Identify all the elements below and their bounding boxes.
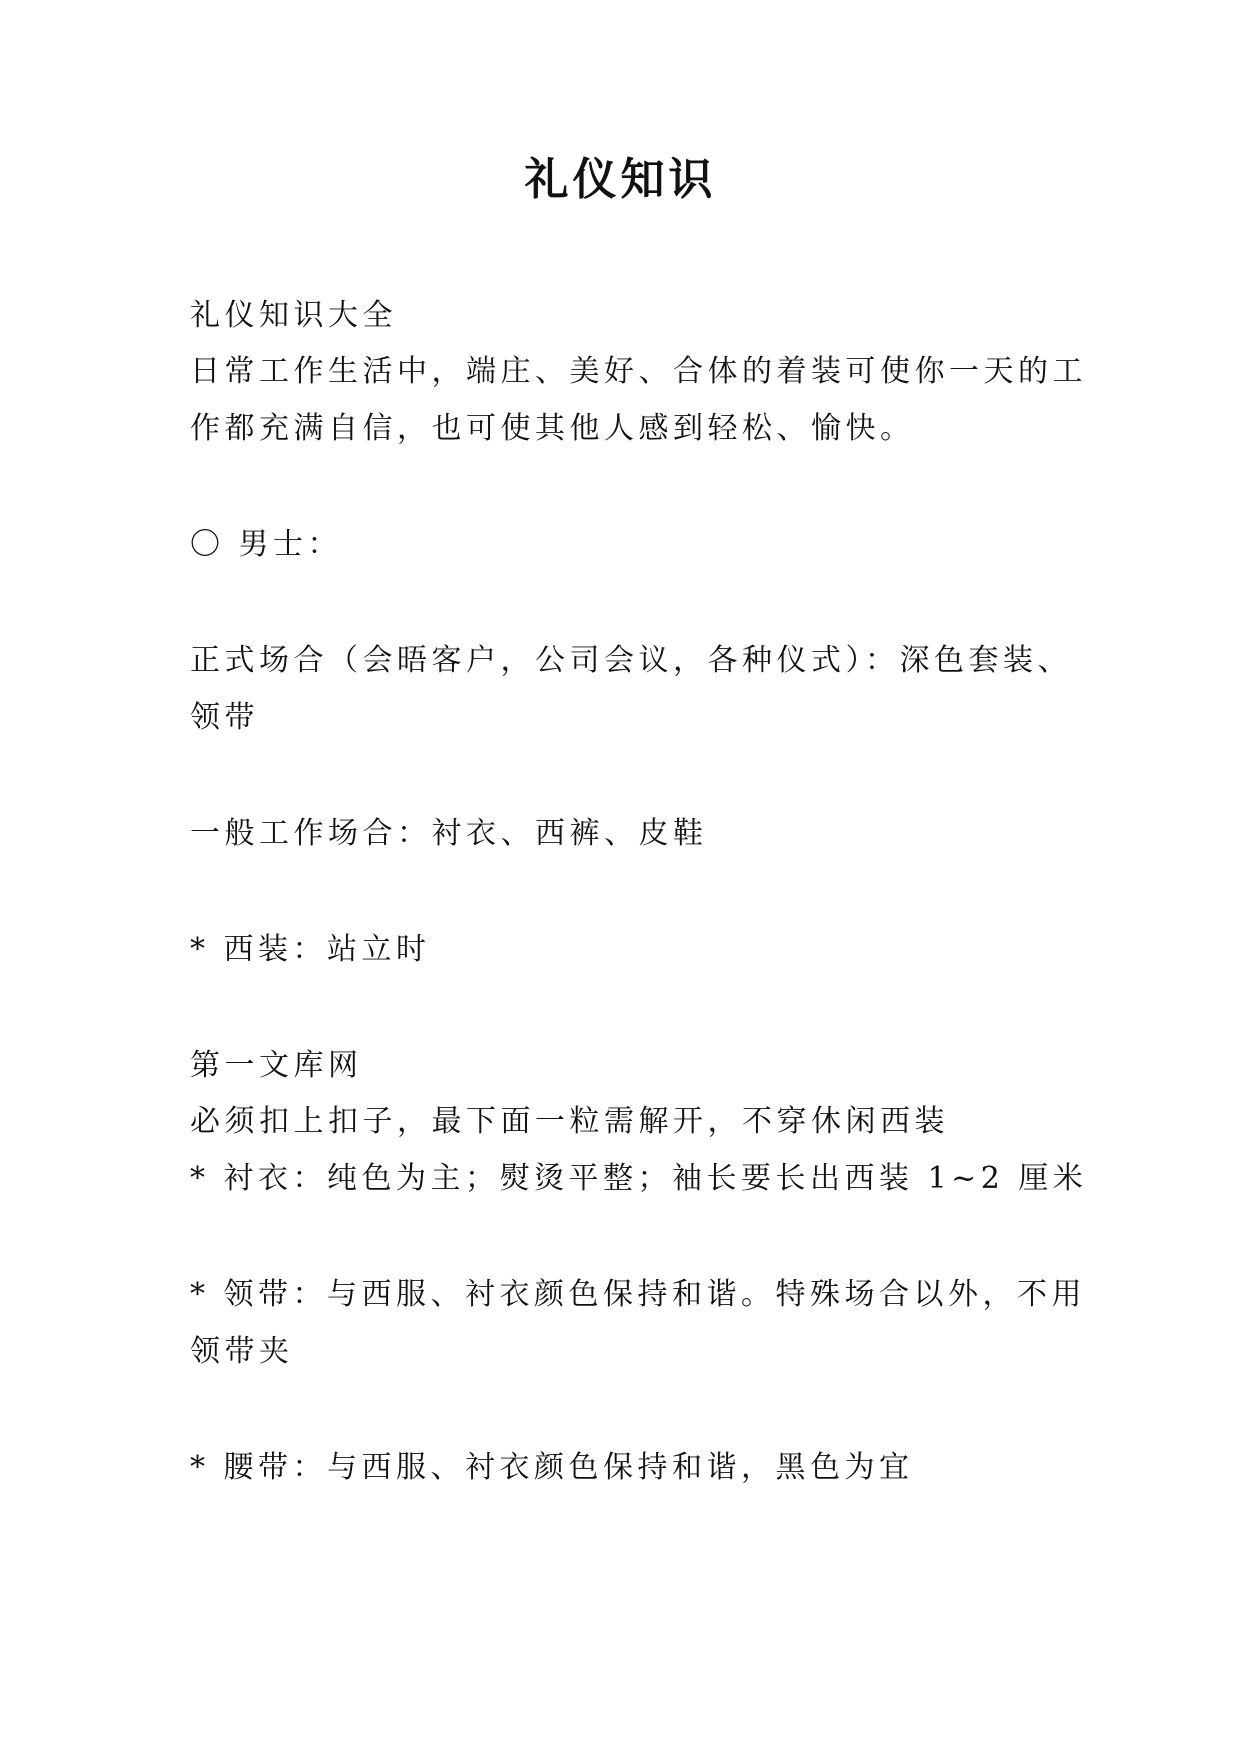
text-line: 领带夹 [190,1334,294,1369]
text-line: 日常工作生活中，端庄、美好、合体的着装可使你一天的工 [190,354,1087,389]
text-line: 作都充满自信，也可使其他人感到轻松、愉快。 [190,411,915,446]
text-line: * 领带：与西服、衬衣颜色保持和谐。特殊场合以外，不用 [190,1277,1087,1312]
text-line: 一般工作场合：衬衣、西裤、皮鞋 [190,816,708,851]
document-title: 礼仪知识 [524,154,717,205]
text-line: 第一文库网 [190,1048,363,1083]
text-line: * 西装：站立时 [190,932,431,967]
text-line: 领带 [190,700,259,735]
text-line: 正式场合（会晤客户，公司会议，各种仪式）：深色套装、 [190,643,1072,678]
text-line: 礼仪知识大全 [190,298,397,333]
text-line: * 腰带：与西服、衬衣颜色保持和谐，黑色为宜 [190,1450,914,1485]
text-line: 〇 男士： [190,527,343,562]
text-line: * 衬衣：纯色为主；熨烫平整；袖长要长出西装 1~2 厘米 [190,1161,1088,1196]
text-line: 必须扣上扣子，最下面一粒需解开，不穿休闲西装 [190,1104,949,1139]
